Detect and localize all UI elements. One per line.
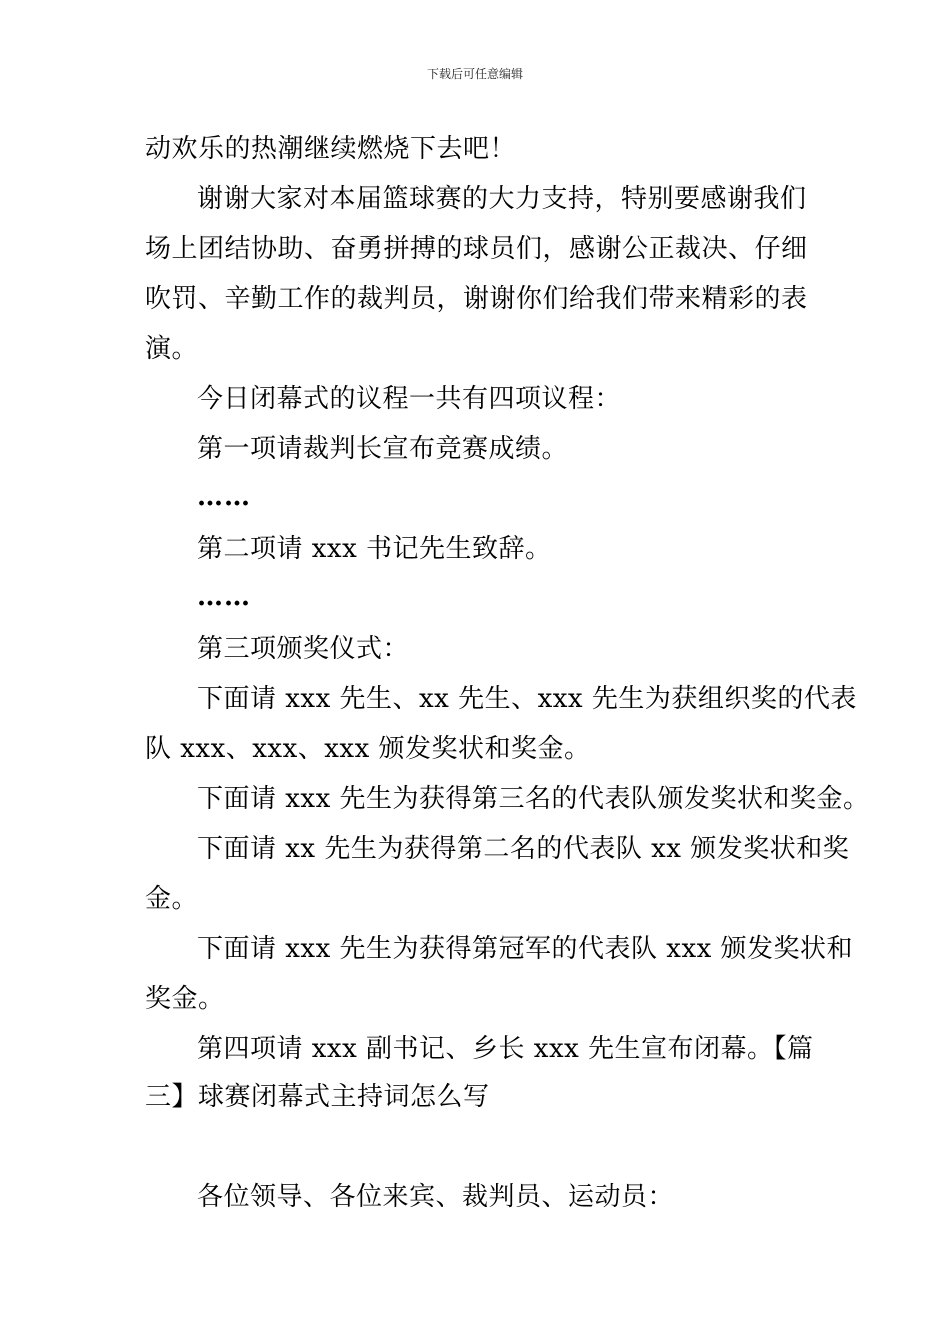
text-line-2: 谢谢大家对本届篮球赛的大力支持，特别要感谢我们 (197, 184, 807, 214)
text-line-16: 金。 (145, 884, 199, 914)
text-line-5: 演。 (145, 334, 199, 364)
text-line-21: 各位领导、各位来宾、裁判员、运动员： (197, 1182, 675, 1212)
text-line-4: 吹罚、辛勤工作的裁判员，谢谢你们给我们带来精彩的表 (145, 284, 808, 314)
text-line-19: 第四项请 xxx 副书记、乡长 xxx 先生宣布闭幕。【篇 (197, 1034, 814, 1064)
text-line-12: 下面请 xxx 先生、xx 先生、xxx 先生为获组织奖的代表 (197, 684, 857, 714)
text-line-1: 动欢乐的热潮继续燃烧下去吧！ (145, 134, 517, 164)
text-line-3: 场上团结协助、奋勇拼搏的球员们，感谢公正裁决、仔细 (145, 234, 808, 264)
text-line-9: 第二项请 xxx 书记先生致辞。 (197, 534, 552, 564)
ellipsis-1: …… (197, 482, 251, 512)
text-line-7: 第一项请裁判长宣布竞赛成绩。 (197, 434, 569, 464)
text-line-6: 今日闭幕式的议程一共有四项议程： (197, 384, 622, 414)
text-line-17: 下面请 xxx 先生为获得第冠军的代表队 xxx 颁发奖状和 (197, 934, 854, 964)
text-line-15: 下面请 xx 先生为获得第二名的代表队 xx 颁发奖状和奖 (197, 834, 850, 864)
text-line-18: 奖金。 (145, 984, 225, 1014)
page-header: 下载后可任意编辑 (426, 67, 523, 81)
text-line-13: 队 xxx、xxx、xxx 颁发奖状和奖金。 (145, 734, 591, 764)
text-line-11: 第三项颁奖仪式： (197, 634, 410, 664)
text-line-14: 下面请 xxx 先生为获得第三名的代表队颁发奖状和奖金。 (197, 784, 870, 814)
ellipsis-2: …… (197, 582, 251, 612)
section-heading: 三】球赛闭幕式主持词怎么写 (145, 1082, 490, 1112)
